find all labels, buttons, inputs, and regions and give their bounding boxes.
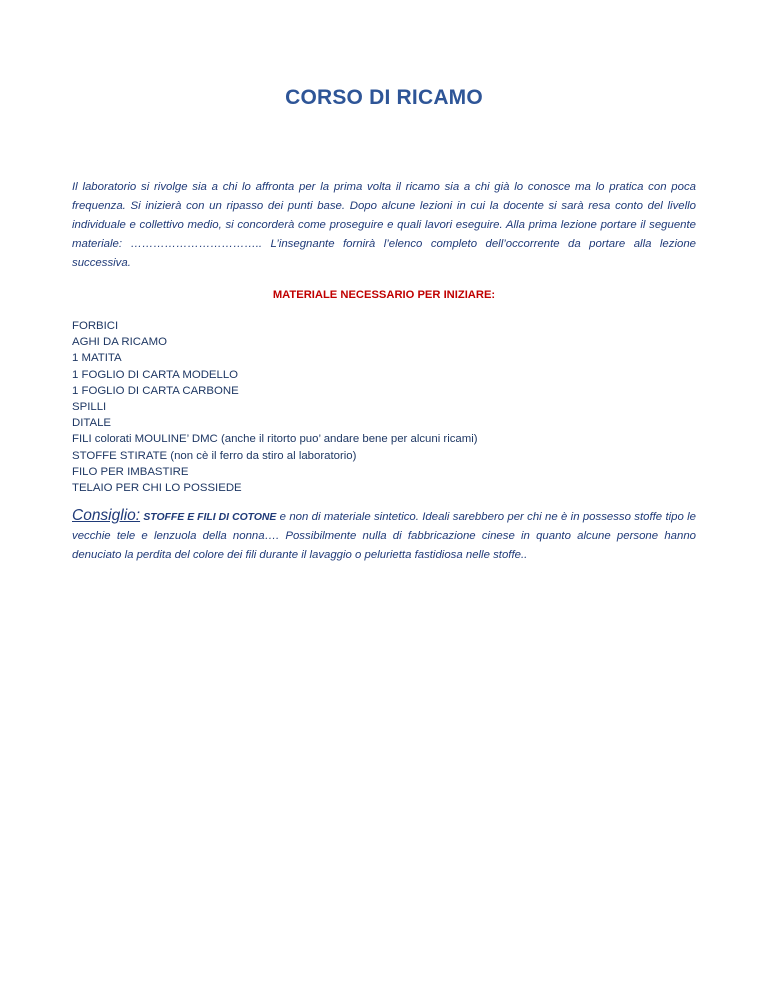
list-item: 1 FOGLIO DI CARTA CARBONE	[72, 384, 239, 397]
materials-heading: MATERIALE NECESSARIO PER INIZIARE:	[272, 289, 496, 301]
page-title: CORSO DI RICAMO	[285, 86, 483, 109]
materials-list	[72, 318, 696, 496]
list-item: FORBICI	[72, 320, 119, 332]
list-item: FILI colorati MOULINE’ DMC (anche il ritorto puo’ andare bene per alcuni ricami)	[72, 433, 478, 446]
list-item: DITALE	[72, 417, 112, 430]
list-item: 1 FOGLIO DI CARTA MODELLO	[72, 368, 239, 381]
list-item: TELAIO PER CHI LO POSSIEDE	[72, 482, 242, 495]
list-item: AGHI DA RICAMO	[72, 336, 167, 349]
advice-paragraph	[72, 506, 696, 565]
list-item: 1 MATITA	[72, 352, 122, 365]
list-item: FILO PER IMBASTIRE	[72, 465, 189, 478]
list-item: STOFFE STIRATE (non cè il ferro da stiro al laboratorio)	[72, 449, 357, 462]
advice-highlight: STOFFE E FILI DI COTONE	[143, 512, 277, 523]
advice-text: e non di materiale sintetico. Ideali sarebbero per chi ne è in possesso stoffe tipo le vecchie tele e lenzuola della nonna…. Possibilmente nulla di fabbricazione cinese in quanto alcune persone hanno denuciato la perdita del colore dei fili durante il lavaggio o pelurietta fastidiosa nelle stoffe..	[72, 511, 696, 561]
list-item: SPILLI	[72, 401, 107, 414]
intro-paragraph: Il laboratorio si rivolge sia a chi lo affronta per la prima volta il ricamo sia a chi già lo conosce ma lo pratica con poca frequenza. Si inizierà con un ripasso dei punti base. Dopo alcune lezioni in cui la docente si sarà resa conto del livello individuale e collettivo medio, si concorderà come proseguire e quali lavori eseguire. Alla prima lezione portare il seguente materiale: …………………………….. L’insegnante fornirà l’elenco completo dell’occorrente da portare alla lezione successiva.	[72, 181, 696, 269]
advice-label: Consiglio:	[72, 507, 141, 524]
